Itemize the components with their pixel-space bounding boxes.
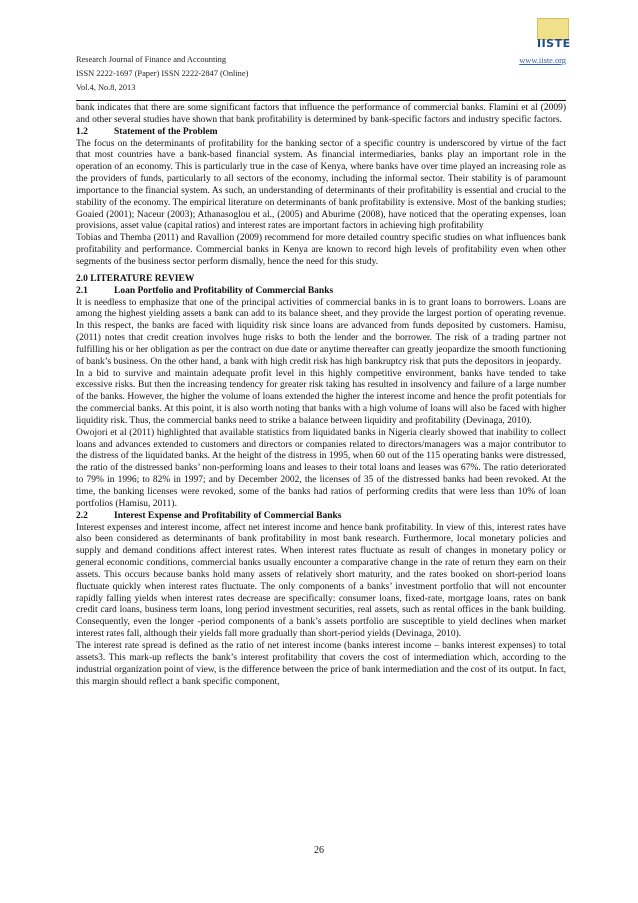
page-number: 26 xyxy=(314,845,324,856)
section-number: 2.2 xyxy=(76,510,88,521)
iiste-logo xyxy=(537,18,569,52)
section-title: Loan Portfolio and Profitability of Commercial Banks xyxy=(114,285,334,296)
body-paragraph: Interest expenses and interest income, affect net interest income and hence bank profitability. In view of this, interest rates have also been considered as determinants of bank profitability in most bank research. Furthermore, local monetary policies and supply and demand conditions affect interest rates. When interest rates fluctuate as result of changes in monetary policy or general economic conditions, commercial banks usually encounter a comparative change in the rate of return they earn on their assets. This occurs because banks hold many assets of relatively short maturity, and the rates booked on short-period loans fluctuate quickly when interest rates fluctuate. The only components of a banks’ investment portfolio that will not encounter rapidly falling yields when interest rates decrease are specifically: consumer loans, fixed-rate, mortgage loans, rates on bank credit card loans, business term loans, long period investment securities, real assets, such as rental offices in the bank building. Consequently, even the longer -period components of a bank’s assets portfolio are susceptible to yield declines when market interest rates fall, although their yields fall more gradually than short-period yields (Devinaga, 2010). xyxy=(76,522,566,640)
section-number: 2.1 xyxy=(76,285,88,296)
header-divider xyxy=(76,100,566,101)
journal-name: Research Journal of Finance and Accounting xyxy=(76,55,227,64)
body-paragraph: bank indicates that there are some significant factors that influence the performance of commercial banks. Flamini et al (2009) and other several studies have shown that bank profitability is determined by bank-specific factors and industry specific factors. xyxy=(76,103,566,125)
body-paragraph: The focus on the determinants of profitability for the banking sector of a specific country is underscored by virtue of the fact that most countries have a bank-based financial system. As financial intermediaries, banks play an important role in the operation of an economy. This is particularly true in the case of Kenya, where banks have over time played an increasing role as the providers of funds, particularly to all sectors of the economy, including the informal sector. Their stability is of paramount importance to the financial system. As such, an understanding of determinants of their profitability is essential and crucial to the stability of the economy. The empirical literature on determinants of bank profitability is extensive. Most of the banking studies; Goaied (2001); Naceur (2003); Athanasoglou et al., (2005) and Aburime (2008), have noticed that the operating expenses, loan provisions, asset value (capital ratios) and interest rates are important factors in achieving high profitability xyxy=(76,138,566,232)
volume-line: Vol.4, No.8, 2013 xyxy=(76,83,136,93)
body-paragraph: The interest rate spread is defined as the ratio of net interest income (banks interest income – banks interest expenses) to total assets3. This mark-up reflects the bank’s interest profitability that covers the cost of intermediation which, according to the industrial organization point of view, is the difference between the price of bank intermediation and the cost of its output. In fact, this margin should reflect a bank specific component, xyxy=(76,640,566,687)
section-number: 1.2 xyxy=(76,126,88,137)
section-title: Interest Expense and Profitability of Commercial Banks xyxy=(114,510,342,521)
section-heading xyxy=(76,286,566,298)
journal-url-link[interactable]: www.iiste.org xyxy=(519,56,566,65)
section-title: Statement of the Problem xyxy=(114,126,218,137)
body-paragraph: It is needless to emphasize that one of the principal activities of commercial banks in is to grant loans to borrowers. Loans are among the highest yielding assets a bank can add to its balance sheet, and they provide the largest portion of operating revenue. In this respect, the banks are faced with liquidity risk since loans are advanced from funds deposited by customers. Hamisu, (2011) notes that credit creation involves huge risks to both the lender and the borrower. The risk of a trading partner not fulfilling his or her obligation as per the contract on due date or anytime thereafter can greatly jeopardize the smooth functioning of bank’s business. On the other hand, a bank with high credit risk has high bankruptcy risk that puts the depositors in jeopardy. xyxy=(76,297,566,367)
body-paragraph: In a bid to survive and maintain adequate profit level in this highly competitive environment, banks have tended to take excessive risks. But then the increasing tendency for greater risk taking has resulted in insolvency and failure of a large number of the banks. However, the higher the volume of loans extended the higher the interest income and hence the profit potentials for the commercial banks. At this point, it is also worth noting that banks with a high volume of loans will also be faced with higher liquidity risk. Thus, the commercial banks need to strike a balance between liquidity and profitability (Devinaga, 2010). xyxy=(76,368,566,426)
section-heading xyxy=(76,127,566,139)
logo-text: IISTE xyxy=(537,37,571,50)
article-body xyxy=(76,103,566,688)
issn-line: ISSN 2222-1697 (Paper) ISSN 2222-2847 (Online) xyxy=(76,69,249,79)
running-header xyxy=(76,53,566,96)
section-heading xyxy=(76,511,566,523)
body-paragraph: Owojori et al (2011) highlighted that available statistics from liquidated banks in Nigeria clearly showed that inability to collect loans and advances extended to customers and directors or companies related to directors/managers was a major contributor to the distress of the liquidated banks. At the height of the distress in 1995, when 60 out of the 115 operating banks were distressed, the ratio of the distressed banks’ non-performing loans and leases to their total loans and leases was 67%. The ratio deteriorated to 79% in 1996; to 82% in 1997; and by December 2002, the licenses of 35 of the distressed banks had been revoked. At the time, the banking licenses were revoked, some of the banks had ratios of performing credits that were less than 10% of loan portfolios (Hamisu, 2011). xyxy=(76,427,566,509)
section-heading xyxy=(76,274,566,286)
body-paragraph: Tobias and Themba (2011) and Ravallion (2009) recommend for more detailed country specific studies on what influences bank profitability and performance. Commercial banks in Kenya are known to record high levels of profitability even when other segments of the business sector perform dismally, hence the need for this study. xyxy=(76,233,566,267)
section-title: 2.0 LITERATURE REVIEW xyxy=(76,273,195,284)
